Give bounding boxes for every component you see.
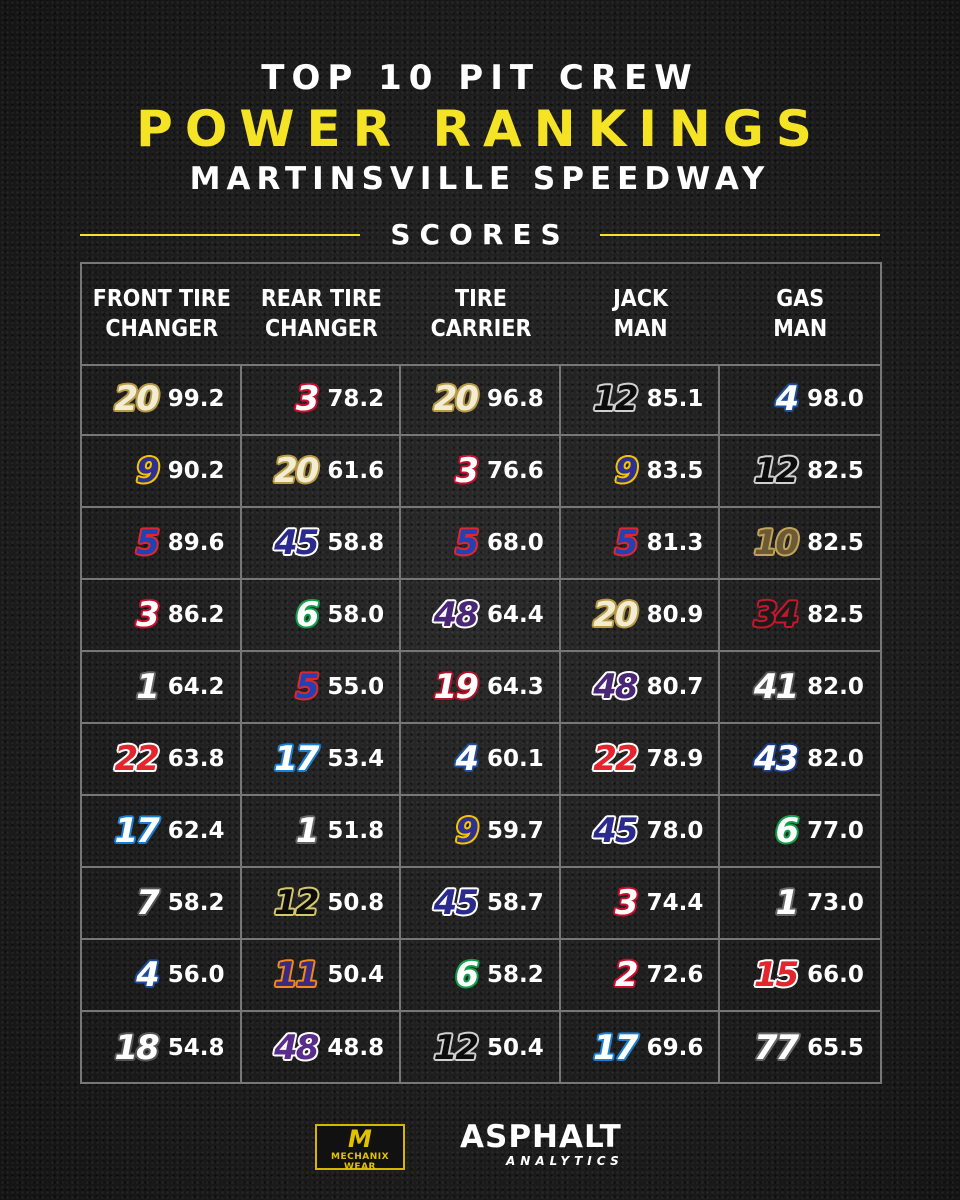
score-cell bbox=[401, 436, 561, 508]
table-row bbox=[82, 868, 880, 940]
score-value: 54.8 bbox=[167, 1035, 225, 1061]
table-body bbox=[82, 364, 880, 1084]
car-number-badge: 22 bbox=[593, 739, 637, 779]
score-value: 63.8 bbox=[167, 746, 225, 772]
column-header bbox=[561, 264, 721, 364]
score-value: 58.8 bbox=[327, 530, 385, 556]
score-cell bbox=[720, 508, 880, 580]
car-number-badge: 34 bbox=[753, 595, 798, 635]
score-cell bbox=[242, 580, 402, 652]
score-value: 78.0 bbox=[646, 818, 704, 844]
header-line1: TOP 10 PIT CREW bbox=[261, 58, 699, 98]
score-cell bbox=[561, 580, 721, 652]
score-cell bbox=[720, 652, 880, 724]
table-row bbox=[82, 364, 880, 436]
column-header-label: FRONT TIRE CHANGER bbox=[92, 286, 231, 342]
score-value: 60.1 bbox=[486, 746, 544, 772]
score-value: 58.2 bbox=[167, 890, 225, 916]
car-number-badge: 43 bbox=[753, 739, 798, 779]
car-number-badge: 1 bbox=[775, 883, 798, 923]
car-number-badge: 48 bbox=[274, 1028, 318, 1068]
car-number-badge: 4 bbox=[455, 739, 477, 779]
car-number-badge: 5 bbox=[455, 523, 477, 563]
mechanix-wordmark: MECHANIX WEAR bbox=[330, 1152, 390, 1172]
header-title: POWER RANKINGS bbox=[136, 100, 824, 158]
score-value: 53.4 bbox=[327, 746, 385, 772]
score-value: 96.8 bbox=[486, 386, 544, 412]
rankings-table bbox=[80, 262, 882, 1084]
car-number-badge: 17 bbox=[593, 1028, 637, 1068]
divider-line-left bbox=[80, 234, 360, 236]
car-number-badge: 19 bbox=[433, 667, 477, 707]
score-value: 56.0 bbox=[167, 962, 225, 988]
score-value: 51.8 bbox=[327, 818, 385, 844]
car-number-badge: 3 bbox=[295, 379, 318, 419]
score-cell bbox=[720, 364, 880, 436]
score-value: 78.9 bbox=[646, 746, 704, 772]
score-value: 66.0 bbox=[807, 962, 864, 988]
score-value: 90.2 bbox=[167, 458, 225, 484]
table-row bbox=[82, 1012, 880, 1084]
score-cell bbox=[401, 652, 561, 724]
car-number-badge: 12 bbox=[274, 883, 318, 923]
column-header-label: JACK MAN bbox=[613, 286, 669, 342]
divider-line-right bbox=[600, 234, 880, 236]
score-cell bbox=[561, 436, 721, 508]
score-value: 68.0 bbox=[486, 530, 544, 556]
car-number-badge: 12 bbox=[753, 451, 798, 491]
score-value: 65.5 bbox=[807, 1035, 864, 1061]
score-value: 50.4 bbox=[327, 962, 385, 988]
car-number-badge: 1 bbox=[136, 667, 158, 707]
car-number-badge: 48 bbox=[433, 595, 477, 635]
car-number-badge: 48 bbox=[593, 667, 637, 707]
car-number-badge: 20 bbox=[593, 595, 637, 635]
car-number-badge: 9 bbox=[136, 451, 158, 491]
score-value: 59.7 bbox=[486, 818, 544, 844]
header-venue: MARTINSVILLE SPEEDWAY bbox=[189, 161, 771, 197]
score-cell bbox=[720, 580, 880, 652]
score-cell bbox=[242, 724, 402, 796]
score-value: 64.3 bbox=[486, 674, 544, 700]
score-cell bbox=[82, 868, 242, 940]
score-value: 64.2 bbox=[167, 674, 225, 700]
score-cell bbox=[242, 364, 402, 436]
score-cell bbox=[720, 1012, 880, 1084]
score-value: 82.5 bbox=[807, 602, 864, 628]
car-number-badge: 20 bbox=[274, 451, 318, 491]
score-value: 73.0 bbox=[807, 890, 864, 916]
score-value: 64.4 bbox=[486, 602, 544, 628]
score-value: 82.0 bbox=[807, 746, 864, 772]
score-cell bbox=[401, 364, 561, 436]
score-value: 99.2 bbox=[167, 386, 225, 412]
score-cell bbox=[82, 508, 242, 580]
score-value: 80.9 bbox=[646, 602, 704, 628]
score-cell bbox=[401, 724, 561, 796]
score-value: 83.5 bbox=[646, 458, 704, 484]
car-number-badge: 12 bbox=[593, 379, 637, 419]
score-cell bbox=[720, 724, 880, 796]
car-number-badge: 41 bbox=[753, 667, 798, 707]
analytics-wordmark: ANALYTICS bbox=[506, 1154, 624, 1168]
score-value: 61.6 bbox=[327, 458, 385, 484]
score-value: 86.2 bbox=[167, 602, 225, 628]
car-number-badge: 45 bbox=[593, 811, 637, 851]
score-cell bbox=[401, 508, 561, 580]
score-value: 82.5 bbox=[807, 530, 864, 556]
car-number-badge: 15 bbox=[753, 955, 798, 995]
score-value: 50.8 bbox=[327, 890, 385, 916]
score-value: 58.7 bbox=[486, 890, 544, 916]
car-number-badge: 12 bbox=[433, 1028, 477, 1068]
mechanix-wear-logo bbox=[315, 1124, 405, 1170]
score-value: 72.6 bbox=[646, 962, 704, 988]
score-cell bbox=[561, 796, 721, 868]
score-cell bbox=[82, 580, 242, 652]
score-value: 58.2 bbox=[486, 962, 544, 988]
table-row bbox=[82, 724, 880, 796]
score-cell bbox=[561, 724, 721, 796]
table-row bbox=[82, 796, 880, 868]
car-number-badge: 11 bbox=[274, 955, 318, 995]
car-number-badge: 45 bbox=[274, 523, 318, 563]
score-value: 98.0 bbox=[807, 386, 864, 412]
score-cell bbox=[242, 652, 402, 724]
column-header bbox=[242, 264, 402, 364]
score-value: 81.3 bbox=[646, 530, 704, 556]
section-label: SCORES bbox=[390, 218, 570, 251]
score-cell bbox=[561, 508, 721, 580]
table-row bbox=[82, 508, 880, 580]
score-value: 62.4 bbox=[167, 818, 225, 844]
asphalt-wordmark: ASPHALT bbox=[460, 1119, 622, 1155]
score-value: 58.0 bbox=[327, 602, 385, 628]
score-cell bbox=[82, 940, 242, 1012]
score-cell bbox=[82, 1012, 242, 1084]
column-header bbox=[82, 264, 242, 364]
score-value: 80.7 bbox=[646, 674, 704, 700]
score-value: 82.5 bbox=[807, 458, 864, 484]
score-cell bbox=[401, 868, 561, 940]
car-number-badge: 3 bbox=[455, 451, 477, 491]
column-header bbox=[720, 264, 880, 364]
section-divider bbox=[80, 218, 880, 252]
column-header-label: TIRE CARRIER bbox=[430, 286, 532, 342]
car-number-badge: 9 bbox=[614, 451, 637, 491]
score-value: 78.2 bbox=[327, 386, 385, 412]
score-cell bbox=[720, 796, 880, 868]
car-number-badge: 2 bbox=[614, 955, 637, 995]
table-row bbox=[82, 436, 880, 508]
car-number-badge: 5 bbox=[136, 523, 158, 563]
score-cell bbox=[242, 1012, 402, 1084]
table-row bbox=[82, 580, 880, 652]
score-cell bbox=[720, 436, 880, 508]
score-cell bbox=[720, 940, 880, 1012]
score-value: 50.4 bbox=[486, 1035, 544, 1061]
car-number-badge: 20 bbox=[114, 379, 158, 419]
score-cell bbox=[242, 508, 402, 580]
score-cell bbox=[401, 940, 561, 1012]
car-number-badge: 17 bbox=[274, 739, 318, 779]
score-cell bbox=[82, 796, 242, 868]
score-value: 69.6 bbox=[646, 1035, 704, 1061]
score-value: 77.0 bbox=[807, 818, 864, 844]
car-number-badge: 1 bbox=[295, 811, 318, 851]
score-value: 76.6 bbox=[486, 458, 544, 484]
score-cell bbox=[561, 868, 721, 940]
car-number-badge: 3 bbox=[136, 595, 158, 635]
score-cell bbox=[242, 796, 402, 868]
car-number-badge: 7 bbox=[136, 883, 158, 923]
car-number-badge: 6 bbox=[295, 595, 318, 635]
score-cell bbox=[561, 652, 721, 724]
score-cell bbox=[242, 868, 402, 940]
score-value: 48.8 bbox=[327, 1035, 385, 1061]
car-number-badge: 10 bbox=[753, 523, 798, 563]
column-header bbox=[401, 264, 561, 364]
score-value: 74.4 bbox=[646, 890, 704, 916]
car-number-badge: 5 bbox=[614, 523, 637, 563]
score-cell bbox=[401, 580, 561, 652]
column-header-label: GAS MAN bbox=[773, 286, 828, 342]
car-number-badge: 17 bbox=[114, 811, 158, 851]
table-header-row bbox=[82, 264, 880, 366]
score-cell bbox=[82, 364, 242, 436]
car-number-badge: 6 bbox=[455, 955, 477, 995]
score-cell bbox=[82, 652, 242, 724]
score-cell bbox=[82, 724, 242, 796]
score-value: 82.0 bbox=[807, 674, 864, 700]
asphalt-analytics-logo bbox=[460, 1120, 660, 1176]
score-cell bbox=[242, 940, 402, 1012]
score-cell bbox=[242, 436, 402, 508]
score-value: 85.1 bbox=[646, 386, 704, 412]
car-number-badge: 45 bbox=[433, 883, 477, 923]
score-value: 55.0 bbox=[327, 674, 385, 700]
car-number-badge: 4 bbox=[775, 379, 798, 419]
footer-logos bbox=[0, 1118, 960, 1178]
header bbox=[0, 58, 960, 198]
car-number-badge: 6 bbox=[775, 811, 798, 851]
score-cell bbox=[561, 1012, 721, 1084]
score-cell bbox=[561, 940, 721, 1012]
mechanix-mark: M bbox=[348, 1125, 372, 1153]
score-cell bbox=[561, 364, 721, 436]
car-number-badge: 22 bbox=[114, 739, 158, 779]
score-cell bbox=[720, 868, 880, 940]
score-cell bbox=[401, 796, 561, 868]
car-number-badge: 18 bbox=[114, 1028, 158, 1068]
car-number-badge: 4 bbox=[136, 955, 158, 995]
column-header-label: REAR TIRE CHANGER bbox=[260, 286, 382, 342]
score-value: 89.6 bbox=[167, 530, 225, 556]
table-row bbox=[82, 940, 880, 1012]
car-number-badge: 20 bbox=[433, 379, 477, 419]
car-number-badge: 5 bbox=[295, 667, 318, 707]
score-cell bbox=[401, 1012, 561, 1084]
table-row bbox=[82, 652, 880, 724]
car-number-badge: 3 bbox=[614, 883, 637, 923]
score-cell bbox=[82, 436, 242, 508]
car-number-badge: 77 bbox=[753, 1028, 798, 1068]
car-number-badge: 9 bbox=[455, 811, 477, 851]
